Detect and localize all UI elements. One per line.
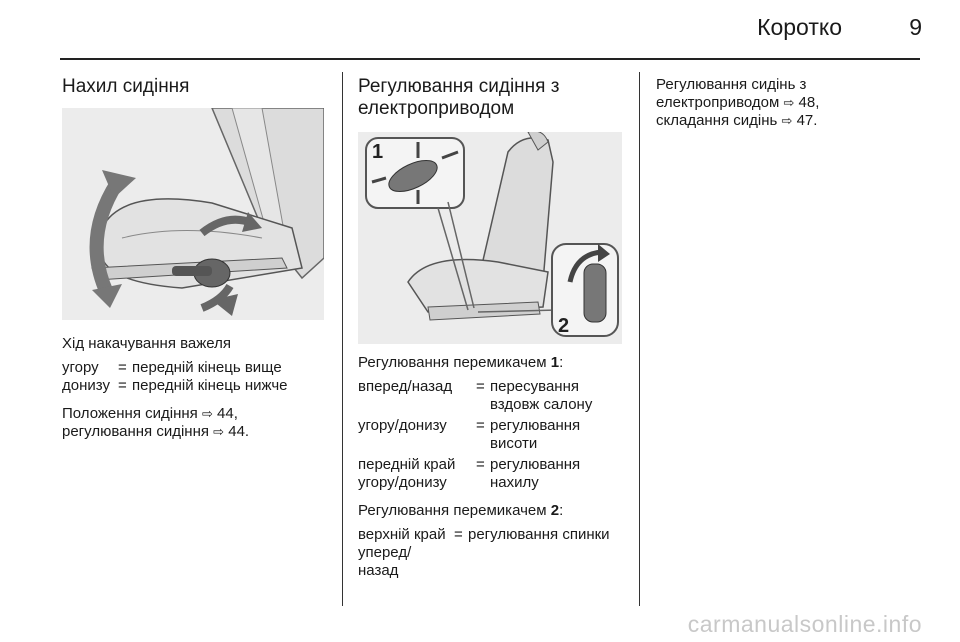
- cross-reference-text: електроприводом: [656, 94, 780, 111]
- cross-reference-paragraph: [62, 405, 328, 441]
- page-reference-arrow-icon: ⇨: [213, 424, 225, 439]
- page-reference-link[interactable]: 44,: [217, 405, 238, 422]
- page-reference-arrow-icon: ⇨: [201, 406, 213, 421]
- definition-equals: =: [118, 377, 127, 394]
- definition-list: [358, 526, 628, 580]
- seat-tilt-lever-icon: [62, 108, 324, 320]
- definition-description: регулювання висоти: [490, 417, 581, 452]
- column-references: [656, 76, 920, 130]
- definition-row: [358, 526, 628, 580]
- definition-term: донизу: [62, 377, 110, 394]
- page-reference-link[interactable]: 44.: [228, 423, 250, 440]
- callout-2: 2: [558, 315, 570, 337]
- figure-caption: Хід накачування важеля: [62, 335, 231, 352]
- cross-reference-text: Положення сидіння: [62, 405, 198, 422]
- page-reference-link[interactable]: 48,: [798, 94, 820, 111]
- cross-reference-text: регулювання сидіння: [62, 423, 209, 440]
- definition-term: передній край угору/донизу: [358, 456, 456, 491]
- caption-switch-number: 2: [550, 502, 560, 519]
- section-heading-power-seat: [358, 76, 628, 120]
- page-number: 9: [909, 14, 922, 40]
- caption-switch-number: 1: [550, 354, 560, 371]
- watermark: carmanualsonline.info: [687, 611, 922, 637]
- caption-colon: :: [559, 502, 564, 519]
- definition-equals: =: [476, 378, 485, 395]
- definition-list: [358, 378, 628, 492]
- cross-reference-paragraph: [656, 76, 920, 130]
- definition-term: угору/донизу: [358, 417, 447, 434]
- power-seat-switches-icon: [358, 132, 622, 344]
- page-reference-arrow-icon: ⇨: [783, 95, 795, 110]
- seat-tilt-figure: [62, 108, 324, 320]
- definition-equals: =: [476, 417, 485, 434]
- definition-description: передній кінець вище: [132, 359, 282, 376]
- section-heading-seat-tilt: Нахил сидіння: [62, 76, 190, 97]
- definition-term: вперед/назад: [358, 378, 453, 395]
- page-header-title: Коротко: [757, 14, 842, 40]
- heading-line: Регулювання сидіння з: [358, 76, 560, 97]
- cross-reference-text: складання сидінь: [656, 112, 778, 129]
- switch-1-caption: [358, 354, 628, 372]
- column-seat-tilt: [62, 76, 328, 441]
- page-reference-link[interactable]: 47.: [796, 112, 818, 129]
- cross-reference-text: Регулювання сидінь з: [656, 76, 807, 93]
- column-power-seat: [358, 76, 628, 580]
- heading-line: електроприводом: [358, 98, 515, 119]
- column-divider: [639, 72, 640, 606]
- column-divider: [342, 72, 343, 606]
- power-seat-figure: [358, 132, 622, 344]
- definition-description: регулювання нахилу: [490, 456, 581, 491]
- definition-term: угору: [62, 359, 99, 376]
- caption-text: Регулювання перемикачем: [358, 502, 547, 519]
- definition-equals: =: [118, 359, 127, 376]
- definition-description: передній кінець нижче: [132, 377, 288, 394]
- definition-equals: =: [476, 456, 485, 473]
- definition-term: верхній край уперед/ назад: [358, 526, 446, 579]
- definition-row: [358, 417, 628, 453]
- caption-colon: :: [559, 354, 564, 371]
- page-reference-arrow-icon: ⇨: [781, 113, 793, 128]
- definition-row: [62, 359, 328, 377]
- definition-equals: =: [454, 526, 463, 543]
- definition-description: пересування вздовж салону: [490, 378, 593, 413]
- callout-1: 1: [372, 141, 384, 163]
- caption-text: Регулювання перемикачем: [358, 354, 547, 371]
- switch-2-caption: [358, 502, 628, 520]
- definition-row: [62, 377, 328, 395]
- definition-row: [358, 378, 628, 414]
- definition-row: [358, 456, 628, 492]
- header-divider: [60, 58, 920, 60]
- definition-list: [62, 359, 328, 395]
- definition-description: регулювання спинки: [468, 526, 610, 543]
